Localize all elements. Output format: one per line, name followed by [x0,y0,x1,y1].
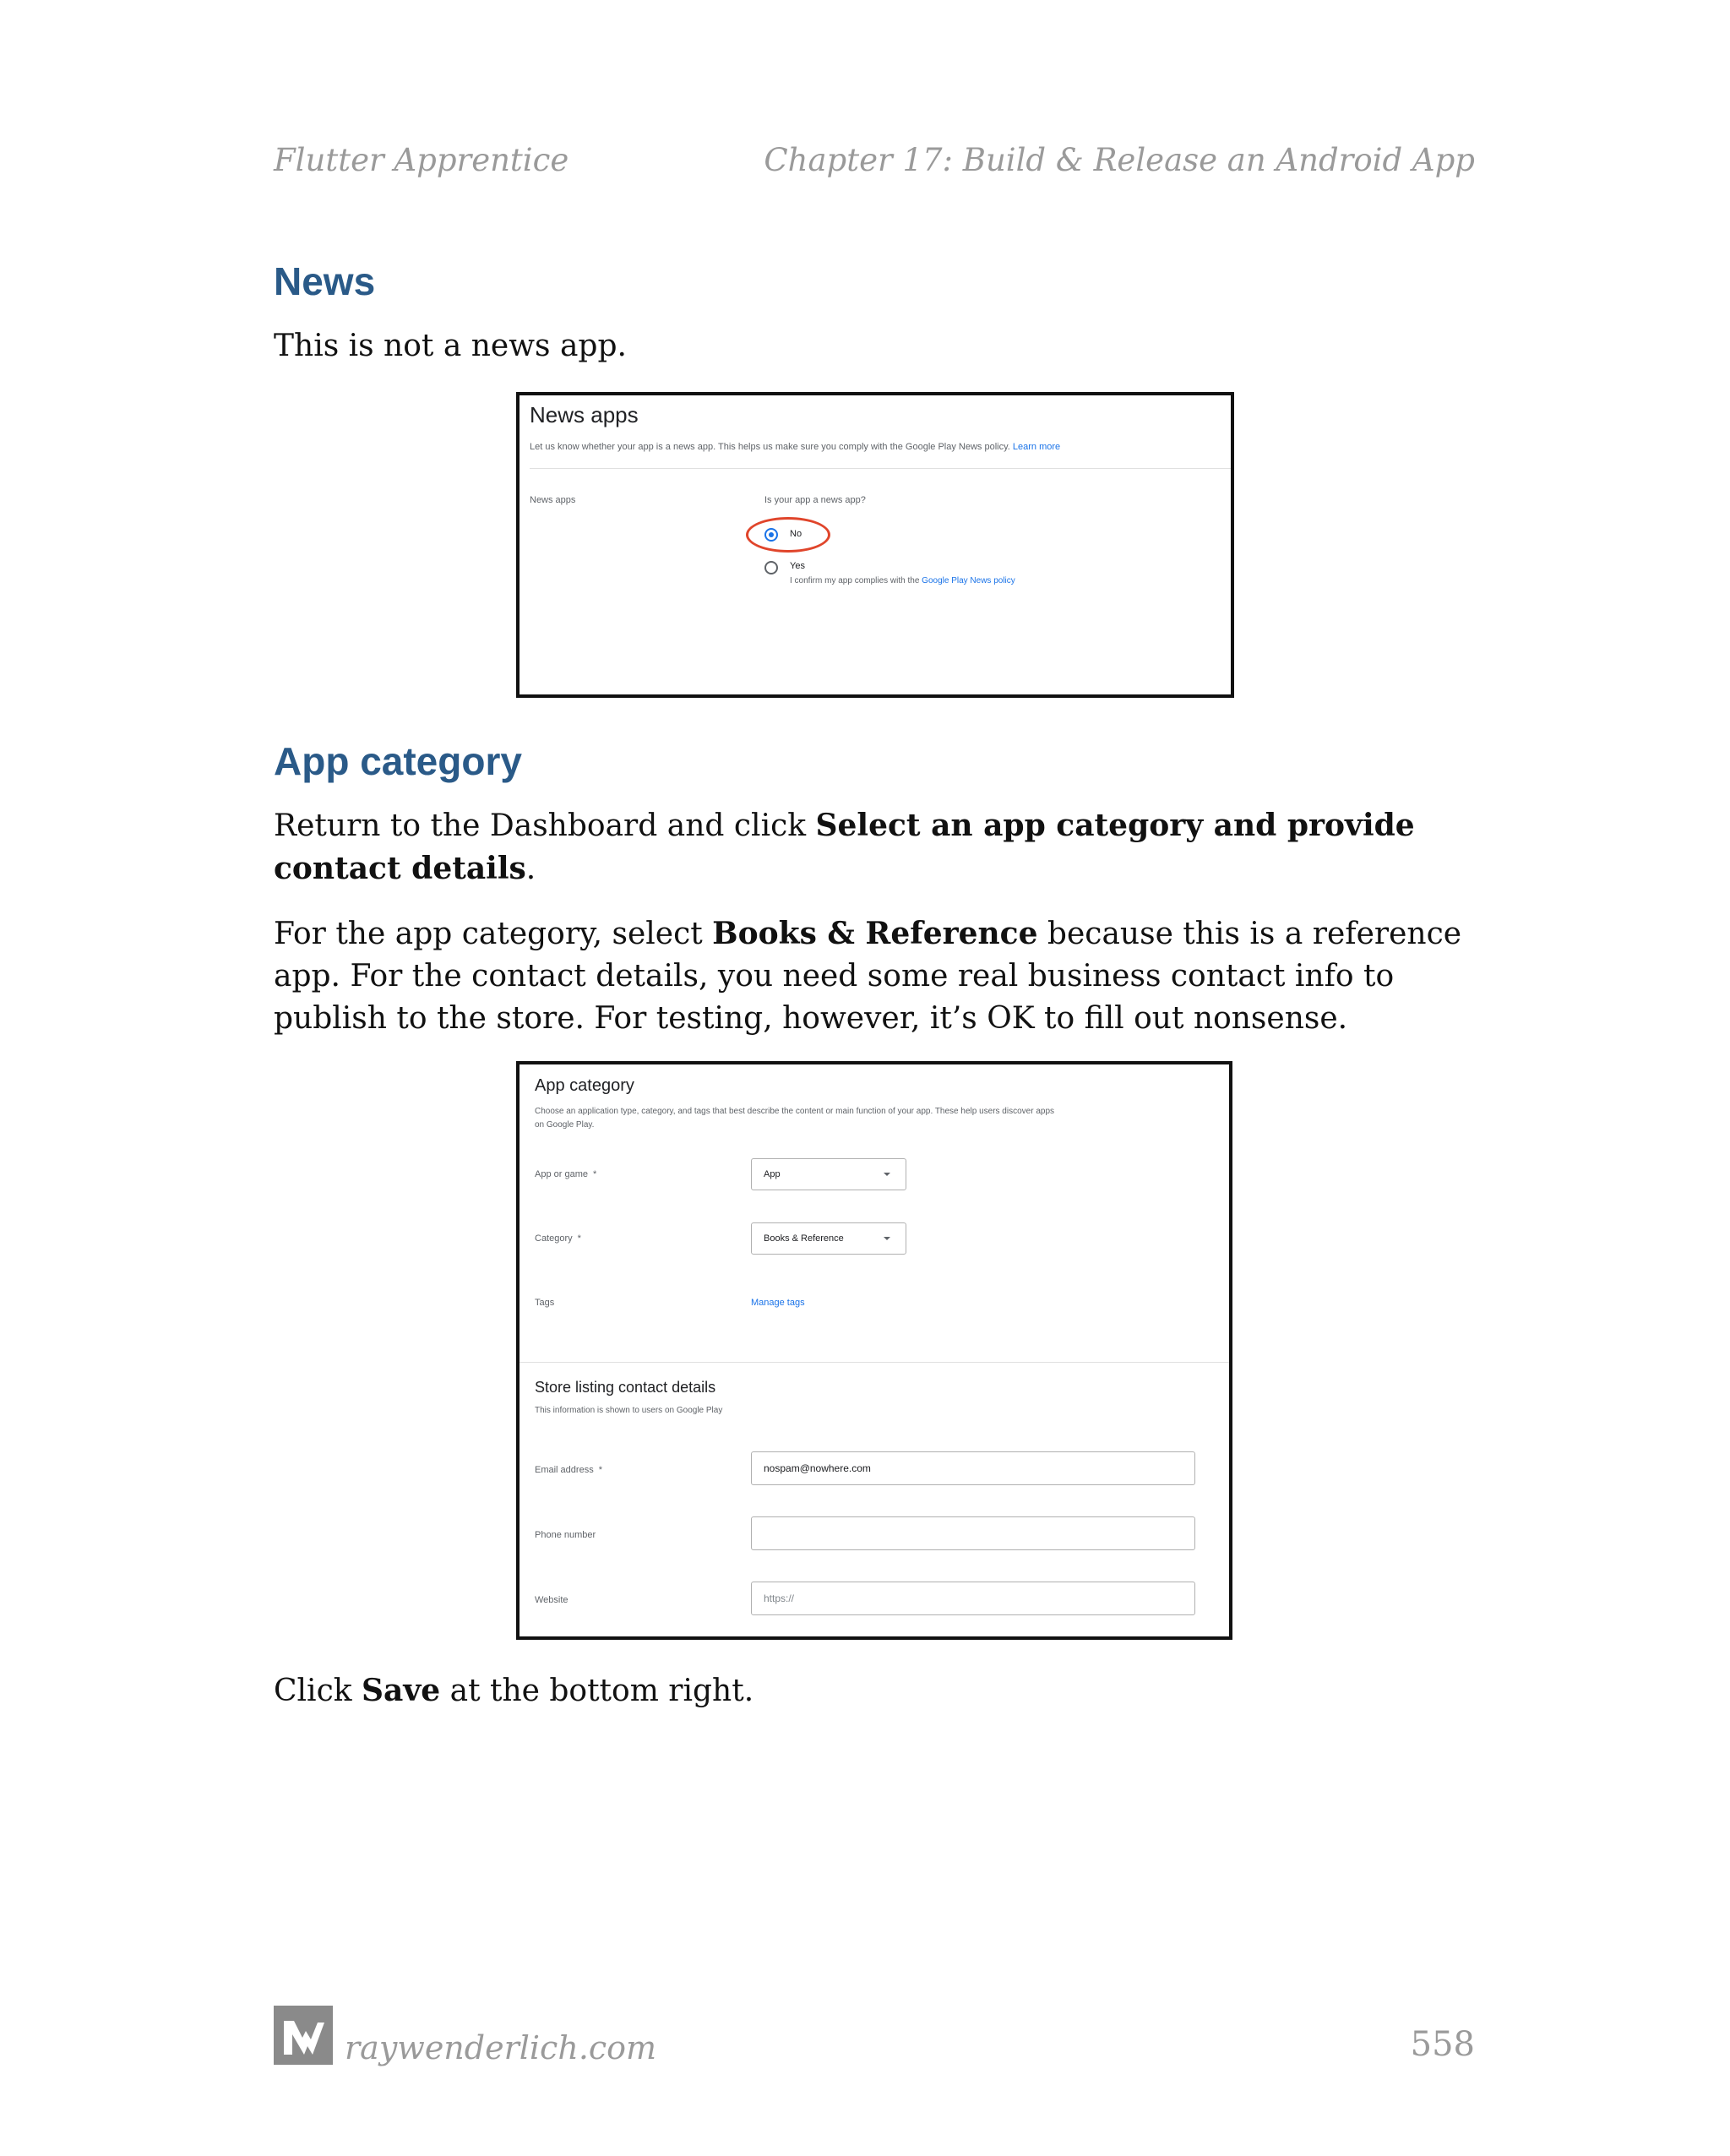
news-apps-row-label: News apps [530,495,576,505]
category-label: Category * [535,1233,581,1244]
tags-label: Tags [535,1298,555,1308]
app-or-game-select[interactable]: App [751,1158,906,1190]
news-apps-description: Let us know whether your app is a news app. This helps us make sure you comply with the Google Play News policy. Learn more [530,442,1061,452]
news-heading: News [274,259,376,303]
highlight-circle [746,517,830,553]
app-category-description: Choose an application type, category, and tags that best describe the content or main function of your app. These help users discover apps [535,1107,1055,1116]
app-category-title: App category [535,1076,634,1095]
manage-tags-link[interactable]: Manage tags [751,1298,805,1308]
category-paragraph-2: For the app category, select Books & Reference because this is a reference app. For the contact details, you need some real business contact info to publish to the store. For testing, however, it’s OK to fill out nonsense. [274,916,1462,1036]
news-policy-link[interactable]: Google Play News policy [922,576,1015,585]
radio-yes-label: Yes [790,561,805,571]
app-category-heading: App category [274,739,522,783]
app-category-description-2: on Google Play. [535,1120,595,1130]
app-or-game-label: App or game * [535,1169,597,1179]
app-category-screenshot [516,1061,1232,1640]
running-header-chapter-title: Chapter 17: Build & Release an Android App [764,142,1475,178]
learn-more-link[interactable]: Learn more [1012,442,1061,452]
running-header-book-title: Flutter Apprentice [274,142,569,178]
radio-no-label: No [790,529,802,539]
category-paragraph-1: Return to the Dashboard and click Select an app category and provide contact details. [274,808,1415,886]
phone-field[interactable] [751,1516,1195,1550]
radio-no[interactable] [764,528,778,542]
contact-details-title: Store listing contact details [535,1379,716,1396]
news-apps-title: News apps [530,402,639,427]
category-select[interactable]: Books & Reference [751,1222,906,1255]
section-divider [520,1362,1229,1363]
news-apps-screenshot [516,392,1234,698]
footer-site: raywenderlich.com [345,2029,657,2066]
page-number: 558 [1410,2025,1475,2064]
email-label: Email address * [535,1465,602,1475]
raywenderlich-logo-icon [274,2006,333,2065]
divider [530,468,1231,469]
news-app-question: Is your app a news app? [764,495,866,505]
dropdown-arrow-icon [884,1173,890,1176]
radio-yes[interactable] [764,561,778,574]
yes-note: I confirm my app complies with the Google Play News policy [790,576,1015,585]
news-paragraph: This is not a news app. [274,329,627,363]
website-label: Website [535,1595,569,1605]
dropdown-arrow-icon [884,1237,890,1240]
website-field[interactable]: https:// [751,1582,1195,1615]
phone-label: Phone number [535,1530,596,1540]
closing-paragraph: Click Save at the bottom right. [274,1673,754,1708]
contact-details-description: This information is shown to users on Google Play [535,1406,723,1415]
email-field[interactable]: nospam@nowhere.com [751,1451,1195,1485]
